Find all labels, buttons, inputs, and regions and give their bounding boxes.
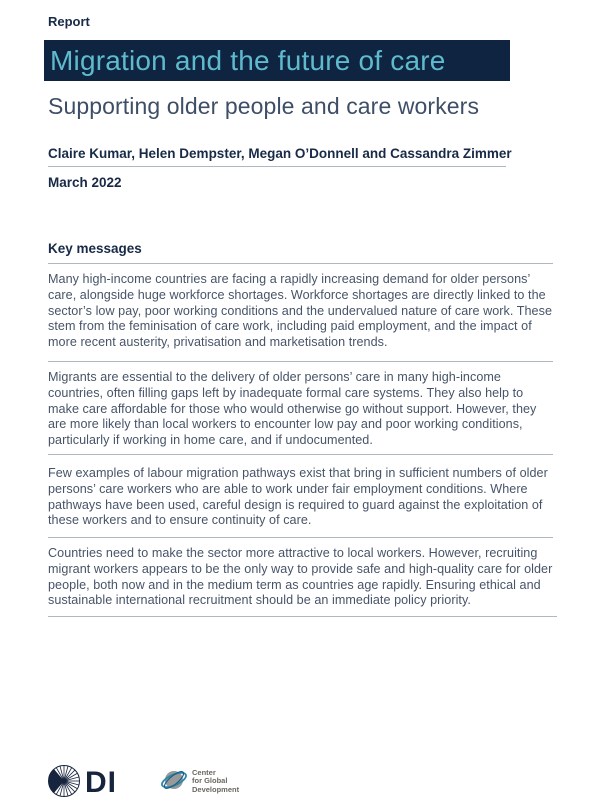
key-message-paragraph: Countries need to make the sector more attractive to local workers. However, recruiting migrant workers appears to be the only way to provide safe and high-quality care for older people, both now and in the medium term as countries age rapidly. Ensuring ethical and sustainable international recruitment should be an immediate policy priority. [48, 546, 553, 608]
key-message-paragraph: Many high-income countries are facing a rapidly increasing demand for older persons’ care, alongside huge workforce shortages. Workforce shortages are directly linked to the sector’s low pay, poor working conditions and the undervalued nature of care work. These stem from the feminisation of care work, including paid employment, and the impact of more recent austerity, privatisation and marketisation trends. [48, 272, 553, 350]
paragraph-divider [48, 537, 553, 538]
cgd-name-line: for Global [192, 776, 228, 786]
cgd-logo [159, 766, 239, 796]
footer-logos [47, 764, 239, 798]
divider-under-authors [48, 166, 506, 167]
paragraph-divider [48, 616, 557, 617]
divider-under-key-messages [48, 263, 553, 264]
key-message-paragraph: Few examples of labour migration pathways exist that bring in sufficient numbers of older persons’ care workers who are able to work under fair employment conditions. Where pathways have been used, careful design is required to guard against the exploitation of these workers and to ensure continuity of care. [48, 466, 548, 528]
cgd-name-line: Development [192, 784, 240, 794]
cgd-name-text [192, 766, 239, 794]
odi-logo-icon [47, 764, 137, 798]
key-messages-heading: Key messages [48, 241, 142, 256]
page-title: Migration and the future of care [50, 45, 446, 76]
authors-line: Claire Kumar, Helen Dempster, Megan O’Donnell and Cassandra Zimmer [48, 146, 512, 161]
paragraph-divider [48, 361, 553, 362]
cgd-globe-icon [159, 766, 189, 796]
key-message-paragraph: Migrants are essential to the delivery of older persons’ care in many high-income countries, often filling gaps left by inadequate formal care systems. They also help to make care affordable for those who would otherwise go without support. However, they are more likely than local workers to encounter low pay and poor working conditions, particularly if working in home care, and if undocumented. [48, 370, 537, 448]
report-type-label: Report [48, 14, 90, 29]
publication-date: March 2022 [48, 175, 122, 190]
title-banner [44, 40, 510, 81]
odi-wordmark: DI [85, 766, 117, 798]
cgd-name-line: Center [192, 768, 216, 777]
page-subtitle: Supporting older people and care workers [48, 93, 480, 119]
paragraph-divider [48, 454, 553, 455]
